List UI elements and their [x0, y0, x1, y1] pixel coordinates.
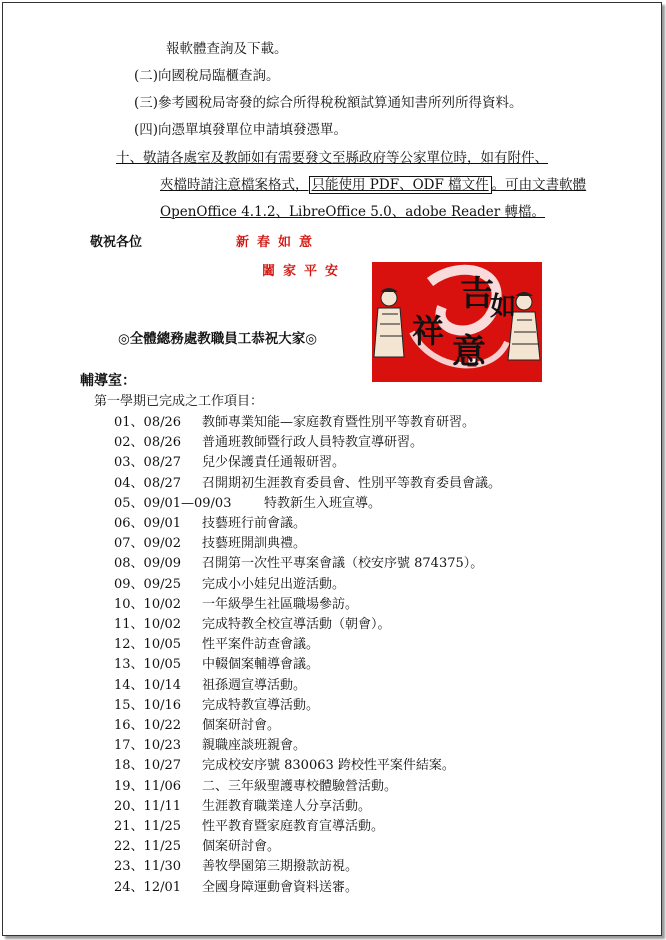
list-item-text: 召開期初生涯教育委員會、性別平等教育委員會議。 — [202, 475, 502, 491]
text-line-2: (二)向國稅局臨櫃查詢。 — [134, 68, 280, 84]
list-item-number: 05、09/01—09/03 — [114, 495, 232, 511]
list-item — [114, 596, 358, 614]
list-item-number: 12、10/05 — [114, 637, 182, 653]
list-item-text: 普通班教師暨行政人員特教宣導研習。 — [202, 435, 424, 451]
text-line-5: 十、敬請各處室及教師如有需要發文至縣政府等公家單位時，如有附件、 — [116, 150, 548, 166]
list-item-text: 特教新生入班宣導。 — [264, 495, 382, 511]
list-item-text: 完成校安序號 830063 跨校性平案件結案。 — [202, 758, 455, 774]
list-item-text: 性平教育暨家庭教育宣導活動。 — [202, 819, 385, 834]
list-item-text: 二、三年級聖護專校體驗營活動。 — [202, 778, 398, 794]
list-item-number: 17、10/23 — [114, 738, 182, 754]
list-item — [114, 555, 483, 573]
list-item-text: 技藝班行前會議。 — [202, 516, 307, 531]
new-year-card-image — [372, 262, 542, 382]
list-item — [114, 454, 345, 472]
list-item — [114, 838, 280, 856]
list-item-text: 技藝班開訓典禮。 — [202, 536, 307, 552]
list-item-number: 01、08/26 — [114, 415, 182, 430]
list-item — [114, 636, 319, 654]
list-item-text: 完成特教全校宣導活動（朝會）。 — [202, 617, 391, 632]
list-item-number: 21、11/25 — [114, 819, 182, 834]
text-line-4: (四)向憑單填發單位申請填發憑單。 — [134, 122, 348, 138]
list-item-number: 04、08/27 — [114, 475, 182, 491]
list-item — [114, 434, 423, 452]
list-item-number: 10、10/02 — [114, 596, 182, 612]
list-item — [114, 677, 306, 695]
list-item — [114, 515, 306, 533]
list-item — [114, 576, 345, 594]
list-item — [114, 535, 306, 553]
list-item — [114, 656, 319, 674]
list-item-text: 兒少保護責任通報研習。 — [202, 455, 346, 471]
list-item-number: 03、08/27 — [114, 455, 182, 471]
section-subtitle: 第一學期已完成之工作項目： — [94, 394, 264, 409]
card-char-yi: 意 — [452, 332, 486, 372]
list-item-number: 22、11/25 — [114, 839, 182, 855]
text-line-7: OpenOffice 4.1.2、LibreOffice 5.0、adobe Reader 轉檔。 — [160, 204, 546, 220]
list-item-number: 11、10/02 — [114, 617, 182, 632]
text-line-6 — [160, 176, 586, 194]
list-item — [114, 858, 358, 876]
list-item — [114, 757, 455, 775]
list-item-number: 13、10/05 — [114, 657, 182, 673]
list-item-text: 召開第一次性平專案會議（校安序號 874375）。 — [202, 556, 484, 572]
list-item-number: 23、11/30 — [114, 859, 182, 875]
list-item-text: 教師專業知能—家庭教育暨性別平等教育研習。 — [202, 415, 476, 430]
list-item — [114, 414, 475, 432]
list-item — [114, 475, 501, 493]
list-item-number: 14、10/14 — [114, 677, 182, 693]
list-item — [114, 717, 280, 735]
greeting-wish-1: 新春如意 — [236, 235, 321, 250]
list-item-number: 19、11/06 — [114, 778, 182, 794]
card-char-ji: 吉 — [460, 274, 494, 314]
list-item-number: 20、11/11 — [114, 798, 182, 814]
list-item — [114, 879, 358, 897]
list-item — [114, 616, 391, 634]
list-item-number: 02、08/26 — [114, 435, 182, 451]
list-item-text: 生涯教育職業達人分享活動。 — [202, 798, 372, 814]
list-item — [114, 798, 371, 816]
list-item-number: 06、09/01 — [114, 516, 182, 531]
list-item — [114, 495, 381, 513]
list-item-text: 完成特教宣導活動。 — [202, 697, 320, 713]
card-char-xiang: 祥 — [412, 312, 445, 350]
section-title: 輔導室： — [80, 373, 136, 389]
list-item-number: 15、10/16 — [114, 697, 182, 713]
list-item — [114, 778, 397, 796]
greeting-from: ◎全體總務處教職員工恭祝大家◎ — [118, 331, 318, 347]
list-item-number: 09、09/25 — [114, 576, 182, 592]
list-item-text: 個案研討會。 — [202, 718, 281, 733]
list-item — [114, 737, 306, 755]
text-line-6a: 夾檔時請注意檔案格式， — [160, 177, 309, 193]
text-line-1: 報軟體查詢及下載。 — [166, 41, 288, 57]
list-item-text: 中輟個案輔導會議。 — [202, 657, 320, 673]
boxed-notice: 只能使用 PDF、ODF 檔文件 — [309, 176, 492, 194]
list-item-number: 24、12/01 — [114, 879, 182, 895]
list-item — [114, 697, 319, 715]
list-item-text: 一年級學生社區職場參訪。 — [202, 596, 359, 612]
list-item-number: 16、10/22 — [114, 718, 182, 733]
list-item-text: 全國身障運動會資料送審。 — [202, 879, 359, 895]
list-item-number: 18、10/27 — [114, 758, 182, 774]
list-item-text: 祖孫週宣導活動。 — [202, 677, 307, 693]
list-item-text: 個案研討會。 — [202, 839, 281, 855]
list-item-text: 完成小小娃兒出遊活動。 — [202, 576, 346, 592]
list-item — [114, 818, 384, 836]
list-item-text: 親職座談班親會。 — [202, 738, 307, 754]
card-char-ru: 如 — [490, 292, 517, 322]
list-item-number: 07、09/02 — [114, 536, 182, 552]
greeting-salute: 敬祝各位 — [90, 235, 143, 250]
list-item-text: 善牧學園第三期撥款訪視。 — [202, 859, 359, 875]
greeting-wish-2: 闔家平安 — [262, 264, 347, 279]
list-item-text: 性平案件訪查會議。 — [202, 637, 320, 653]
list-item-number: 08、09/09 — [114, 556, 182, 572]
text-line-6c: 。可由文書軟體 — [491, 177, 587, 193]
text-line-3: (三)參考國稅局寄發的綜合所得稅稅額試算通知書所列所得資料。 — [134, 95, 523, 111]
